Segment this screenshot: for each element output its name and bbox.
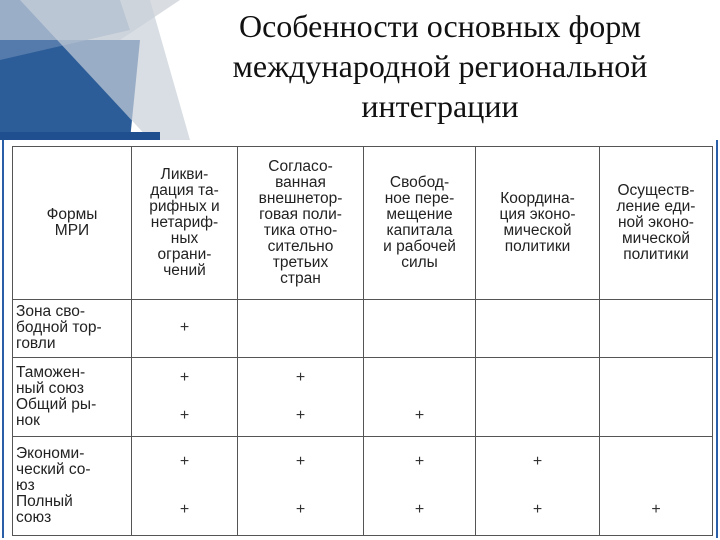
table-row	[13, 299, 713, 358]
cell-mark: + +	[238, 358, 364, 437]
title-line-3: интеграции	[361, 88, 519, 124]
cell-mark: + +	[238, 436, 364, 535]
header-policy-coordination: Координа- ция эконо- мической политики	[476, 147, 600, 300]
cell-mark: + +	[132, 436, 238, 535]
header-free-movement: Свобод- ное пере- мещение капитала и рабочей силы	[364, 147, 476, 300]
cell-mark: + +	[364, 436, 476, 535]
cell-mark: + +	[132, 358, 238, 437]
title-line-2: международной региональной	[232, 48, 648, 84]
row-label: Таможен- ный союз Общий ры- нок	[13, 358, 132, 437]
cell-mark: + +	[476, 436, 600, 535]
cell-mark	[364, 299, 476, 358]
table-row	[13, 436, 713, 535]
header-trade-policy: Согласо- ванная внешнетор- говая поли- тика отно- сительно третьих стран	[238, 147, 364, 300]
integration-forms-table	[12, 146, 713, 536]
cell-mark	[476, 299, 600, 358]
cell-mark	[600, 358, 713, 437]
cell-mark: +	[364, 358, 476, 437]
header-tariff-elimination: Ликви- дация та- рифных и нетариф- ных ограни- чений	[132, 147, 238, 300]
cell-mark	[476, 358, 600, 437]
row-label: Экономи- ческий со- юз Полный союз	[13, 436, 132, 535]
cell-mark	[600, 299, 713, 358]
page-title	[180, 6, 700, 126]
cell-mark: +	[132, 299, 238, 358]
row-label: Зона сво- бодной тор- говли	[13, 299, 132, 358]
table-frame	[2, 140, 718, 538]
title-line-1: Особенности основных форм	[238, 8, 642, 44]
cell-mark: +	[600, 436, 713, 535]
table-header-row	[13, 147, 713, 300]
table-row	[13, 358, 713, 437]
header-forms: Формы МРИ	[13, 147, 132, 300]
header-single-policy: Осуществ- ление еди- ной эконо- мической политики	[600, 147, 713, 300]
cell-mark	[238, 299, 364, 358]
